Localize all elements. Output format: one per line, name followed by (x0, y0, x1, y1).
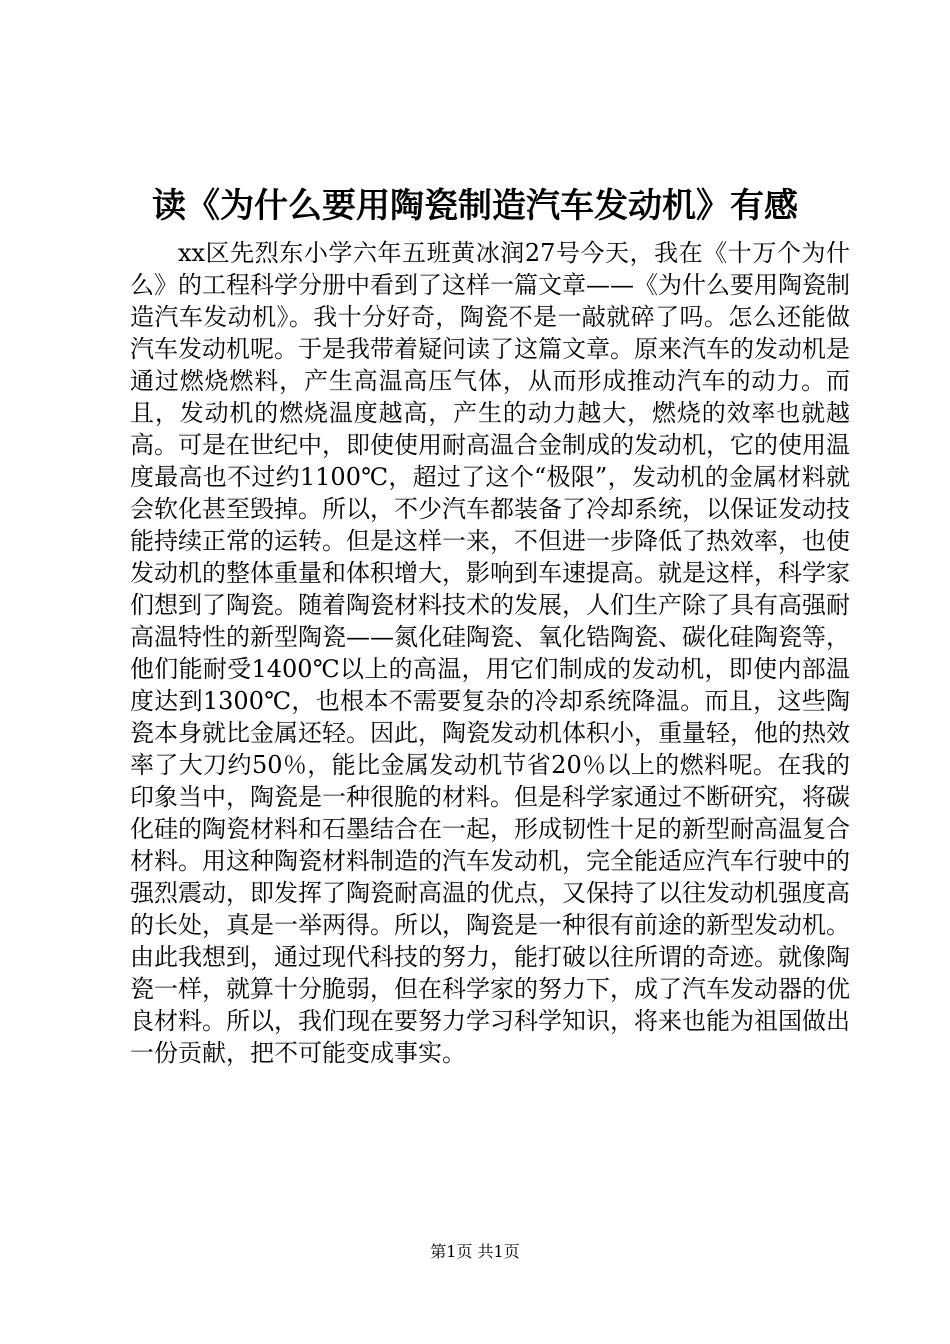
document-title: 读《为什么要用陶瓷制造汽车发动机》有感 (152, 186, 798, 226)
page-footer: 第1页 共1页 (430, 1242, 520, 1261)
document-body: xx区先烈东小学六年五班黄冰润27号今天，我在《十万个为什么》的工程科学分册中看到了这样一篇文章——《为什么要用陶瓷制造汽车发动机》。我十分好奇，陶瓷不是一敲就碎了吗。怎么还能做汽车发动机呢。于是我带着疑问读了这篇文章。原来汽车的发动机是通过燃烧燃料，产生高温高压气体，从而形成推动汽车的动力。而且，发动机的燃烧温度越高，产生的动力越大，燃烧的效率也就越高。可是在世纪中，即使使用耐高温合金制成的发动机，它的使用温度最高也不过约1100℃，超过了这个“极限”，发动机的金属材料就会软化甚至毁掉。所以，不少汽车都装备了冷却系统，以保证发动技能持续正常的运转。但是这样一来，不但进一步降低了热效率，也使发动机的整体重量和体积增大，影响到车速提高。就是这样，科学家们想到了陶瓷。随着陶瓷材料技术的发展，人们生产除了具有高强耐高温特性的新型陶瓷——氮化硅陶瓷、氧化锆陶瓷、碳化硅陶瓷等，他们能耐受1400℃以上的高温，用它们制成的发动机，即使内部温度达到1300℃，也根本不需要复杂的冷却系统降温。而且，这些陶瓷本身就比金属还轻。因此，陶瓷发动机体积小，重量轻，他的热效率了大刀约50％，能比金属发动机节省20％以上的燃料呢。在我的印象当中，陶瓷是一种很脆的材料。但是科学家通过不断研究，将碳化硅的陶瓷材料和石墨结合在一起，形成韧性十足的新型耐高温复合材料。用这种陶瓷材料制造的汽车发动机，完全能适应汽车行驶中的强烈震动，即发挥了陶瓷耐高温的优点，又保持了以往发动机强度高的长处，真是一举两得。所以，陶瓷是一种很有前途的新型发动机。由此我想到，通过现代科技的努力，能打破以往所谓的奇迹。就像陶瓷一样，就算十分脆弱，但在科学家的努力下，成了汽车发动器的优良材料。所以，我们现在要努力学习科学知识，将来也能为祖国做出一份贡献，把不可能变成事实。 (130, 239, 850, 1067)
